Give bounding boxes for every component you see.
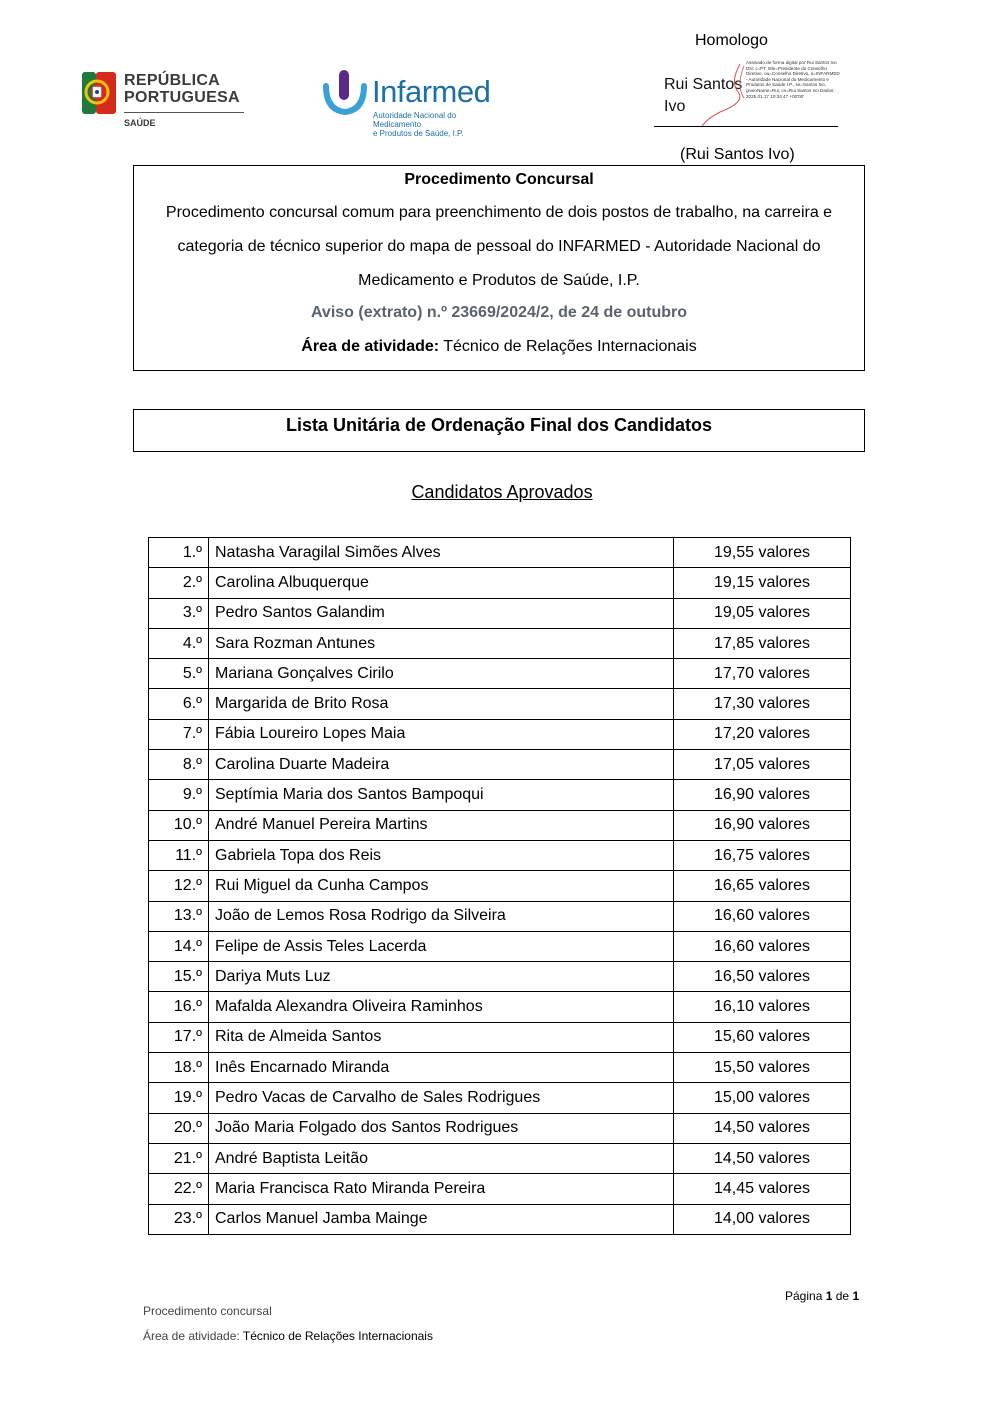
candidate-position: 14.º [149,931,209,961]
candidate-name: Rui Miguel da Cunha Campos [209,871,674,901]
candidate-position: 20.º [149,1113,209,1143]
candidate-position: 3.º [149,598,209,628]
section-title: Candidatos Aprovados [411,482,593,502]
candidate-name: Dariya Muts Luz [209,962,674,992]
candidate-name: Maria Francisca Rato Miranda Pereira [209,1174,674,1204]
candidate-score: 16,90 valores [674,810,851,840]
signer-name-line2: Ivo [664,98,686,115]
candidate-position: 13.º [149,901,209,931]
table-row [149,901,851,931]
candidate-position: 19.º [149,1083,209,1113]
candidate-score: 19,05 valores [674,598,851,628]
candidate-score: 17,05 valores [674,750,851,780]
candidate-score: 16,10 valores [674,992,851,1022]
table-row [149,750,851,780]
candidate-score: 16,65 valores [674,871,851,901]
candidate-position: 9.º [149,780,209,810]
candidate-name: Fábia Loureiro Lopes Maia [209,719,674,749]
table-row [149,780,851,810]
signer-printed-name: (Rui Santos Ivo) [680,146,795,163]
republica-portuguesa-logo [82,70,252,136]
table-row [149,1204,851,1234]
candidate-score: 17,20 valores [674,719,851,749]
footer-procedure: Procedimento concursal [143,1304,272,1318]
page-current: 1 [825,1289,833,1303]
candidate-position: 8.º [149,750,209,780]
rp-divider [124,112,244,113]
page-number [785,1289,859,1303]
candidate-position: 7.º [149,719,209,749]
candidate-name: Inês Encarnado Miranda [209,1053,674,1083]
candidate-score: 17,70 valores [674,659,851,689]
infarmed-subtitle [373,111,502,138]
table-row [149,992,851,1022]
candidate-score: 16,60 valores [674,931,851,961]
candidate-score: 16,75 valores [674,840,851,870]
candidate-name: Gabriela Topa dos Reis [209,840,674,870]
candidate-score: 15,00 valores [674,1083,851,1113]
rp-line1: REPÚBLICA [124,72,221,89]
table-row [149,1083,851,1113]
candidate-score: 14,50 valores [674,1113,851,1143]
candidate-name: Mariana Gonçalves Cirilo [209,659,674,689]
infarmed-sub-line1: Autoridade Nacional do Medicamento [373,111,457,129]
table-row [149,931,851,961]
candidate-name: Pedro Vacas de Carvalho de Sales Rodrigues [209,1083,674,1113]
candidate-score: 19,15 valores [674,568,851,598]
candidate-name: Natasha Varagilal Simões Alves [209,538,674,568]
portuguese-emblem-icon [82,70,118,116]
candidate-name: Mafalda Alexandra Oliveira Raminhos [209,992,674,1022]
candidate-position: 17.º [149,1022,209,1052]
rp-line2: PORTUGUESA [124,89,240,106]
signer-name-line1: Rui Santos [664,76,743,93]
candidate-position: 5.º [149,659,209,689]
candidate-position: 11.º [149,840,209,870]
candidate-score: 17,85 valores [674,628,851,658]
footer-area-value: Técnico de Relações Internacionais [242,1329,433,1343]
table-row [149,628,851,658]
candidate-score: 16,90 valores [674,780,851,810]
table-row [149,719,851,749]
procedure-title: Procedimento Concursal [404,171,594,188]
table-row [149,840,851,870]
candidate-name: Septímia Maria dos Santos Bampoqui [209,780,674,810]
candidate-name: André Baptista Leitão [209,1143,674,1173]
procedure-box [133,165,865,371]
list-title: Lista Unitária de Ordenação Final dos Candidatos [133,409,865,452]
candidate-name: Margarida de Brito Rosa [209,689,674,719]
rp-saude-label: SAÚDE [124,118,156,128]
table-row [149,1113,851,1143]
candidate-name: Carolina Duarte Madeira [209,750,674,780]
candidate-position: 1.º [149,538,209,568]
republica-portuguesa-wordmark [124,72,240,106]
candidate-name: João Maria Folgado dos Santos Rodrigues [209,1113,674,1143]
candidate-name: Felipe de Assis Teles Lacerda [209,931,674,961]
candidate-name: Rita de Almeida Santos [209,1022,674,1052]
candidate-score: 14,00 valores [674,1204,851,1234]
candidate-name: Carolina Albuquerque [209,568,674,598]
candidate-score: 16,50 valores [674,962,851,992]
procedure-aviso: Aviso (extrato) n.º 23669/2024/2, de 24 de outubro [310,304,688,321]
table-row [149,689,851,719]
table-row [149,1174,851,1204]
candidates-table-body [149,538,851,1235]
page-total: 1 [852,1289,860,1303]
candidate-name: Carlos Manuel Jamba Mainge [209,1204,674,1234]
candidate-position: 15.º [149,962,209,992]
footer-area [143,1329,433,1343]
table-row [149,871,851,901]
footer-area-label: Área de atividade: [143,1329,240,1343]
table-row [149,538,851,568]
candidate-position: 16.º [149,992,209,1022]
candidate-position: 12.º [149,871,209,901]
table-row [149,568,851,598]
candidate-position: 6.º [149,689,209,719]
candidate-score: 17,30 valores [674,689,851,719]
table-row [149,1143,851,1173]
table-row [149,598,851,628]
homologo-label: Homologo [695,32,768,49]
candidate-position: 4.º [149,628,209,658]
area-value: Técnico de Relações Internacionais [443,338,697,355]
candidate-score: 14,50 valores [674,1143,851,1173]
candidates-table [148,537,851,1235]
procedure-description: Procedimento concursal comum para preenchimento de dois postos de trabalho, na carreira e categoria de técnico superior do mapa de pessoal do INFARMED - Autoridade Nacional do Medicamento e Produtos de Saúde, I.P. [165,204,833,289]
candidate-score: 15,60 valores [674,1022,851,1052]
candidate-score: 15,50 valores [674,1053,851,1083]
table-row [149,1053,851,1083]
candidate-position: 10.º [149,810,209,840]
infarmed-sub-line2: e Produtos de Saúde, I.P. [373,129,464,138]
candidate-name: Sara Rozman Antunes [209,628,674,658]
table-row [149,962,851,992]
candidate-score: 19,55 valores [674,538,851,568]
digital-signature-details: Assinado de forma digital por Rui Santos Ivo DN: c=PT, title=Presidente do Conselho Diretivo, ou=Conselho Diretivo, o=INFARMED - Autoridade Nacional do Medicamento e Produtos de Saúde I.P., sn=Santos Ivo, givenName=Rui, cn=Rui Santos Ivo Dados: 2025.01.17 10:34:47 +00'00' [746,60,840,99]
procedure-area [134,338,864,356]
infarmed-wordmark: Infarmed [372,74,491,109]
page-word: Página [785,1289,823,1303]
candidate-position: 18.º [149,1053,209,1083]
candidate-position: 22.º [149,1174,209,1204]
candidate-score: 16,60 valores [674,901,851,931]
infarmed-logo [322,70,502,136]
table-row [149,659,851,689]
candidate-position: 2.º [149,568,209,598]
table-row [149,810,851,840]
signature-line [654,126,838,127]
candidate-score: 14,45 valores [674,1174,851,1204]
candidate-name: Pedro Santos Galandim [209,598,674,628]
infarmed-mark-icon [322,70,368,116]
page-of-word: de [835,1289,850,1303]
candidate-position: 23.º [149,1204,209,1234]
table-row [149,1022,851,1052]
candidate-name: João de Lemos Rosa Rodrigo da Silveira [209,901,674,931]
area-label: Área de atividade: [301,338,440,355]
candidate-position: 21.º [149,1143,209,1173]
candidate-name: André Manuel Pereira Martins [209,810,674,840]
